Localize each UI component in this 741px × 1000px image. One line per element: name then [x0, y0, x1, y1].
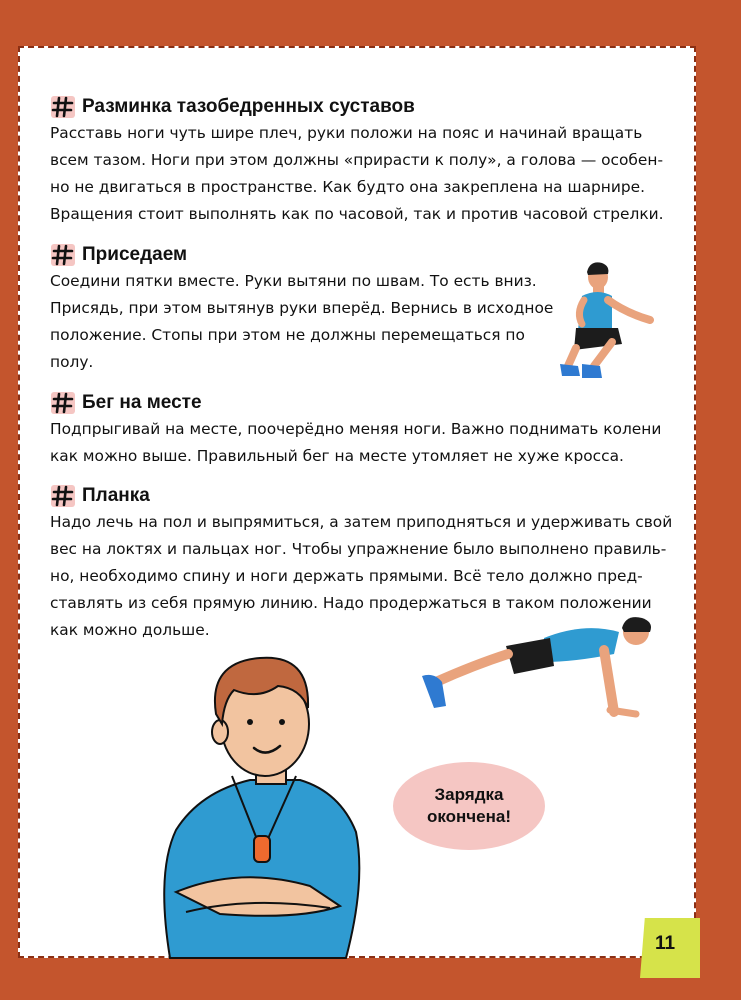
hash-badge-icon [50, 95, 76, 119]
hash-badge-icon [50, 243, 76, 267]
finish-bubble [393, 762, 545, 850]
section-text: Подпрыгивай на месте, поочерёдно меняя ноги. Важно поднимать колени как можно выше. Правильный бег на месте утомляет не хуже кросса. [50, 420, 662, 465]
hash-badge-icon [50, 391, 76, 415]
squat-athlete-illustration [546, 258, 658, 388]
section-running-in-place [50, 390, 670, 470]
bubble-line-2: окончена! [426, 807, 512, 826]
section-text: Расставь ноги чуть шире плеч, руки положи на пояс и начинай вращать всем тазом. Ноги при этом должны «прирасти к полу», а голова — особен- но не двигаться в пространстве. Как будто она закреплена на шарнире. Вращения стоит выполнять как по часовой, так и против часовой стрелки. [50, 124, 664, 223]
section-text: Надо лечь на пол и выпрямиться, а затем приподняться и удерживать свой вес на локтях и пальцах ног. Чтобы упражнение было выполнено правиль- но, необходимо спину и ноги держать прямыми. Всё тело должно пред- ставлять из себя прямую линию. Надо продержаться в таком положении как можно дольше. [50, 513, 673, 639]
section-title: Бег на месте [82, 392, 202, 413]
plank-athlete-illustration [414, 610, 664, 720]
hash-badge-icon [50, 484, 76, 508]
section-title: Разминка тазобедренных суставов [82, 96, 415, 117]
section-title: Планка [82, 485, 150, 506]
page-number: 11 [655, 933, 676, 954]
coach-illustration [150, 652, 370, 958]
bubble-line-1: Зарядка [434, 785, 504, 804]
section-text: Соедини пятки вместе. Руки вытяни по швам. То есть вниз. Присядь, при этом вытянув руки вперёд. Вернись в исходное положение. Стопы при этом не должны перемещаться по полу. [50, 272, 554, 371]
section-hip-warmup [50, 94, 670, 228]
section-title: Приседаем [82, 244, 188, 265]
